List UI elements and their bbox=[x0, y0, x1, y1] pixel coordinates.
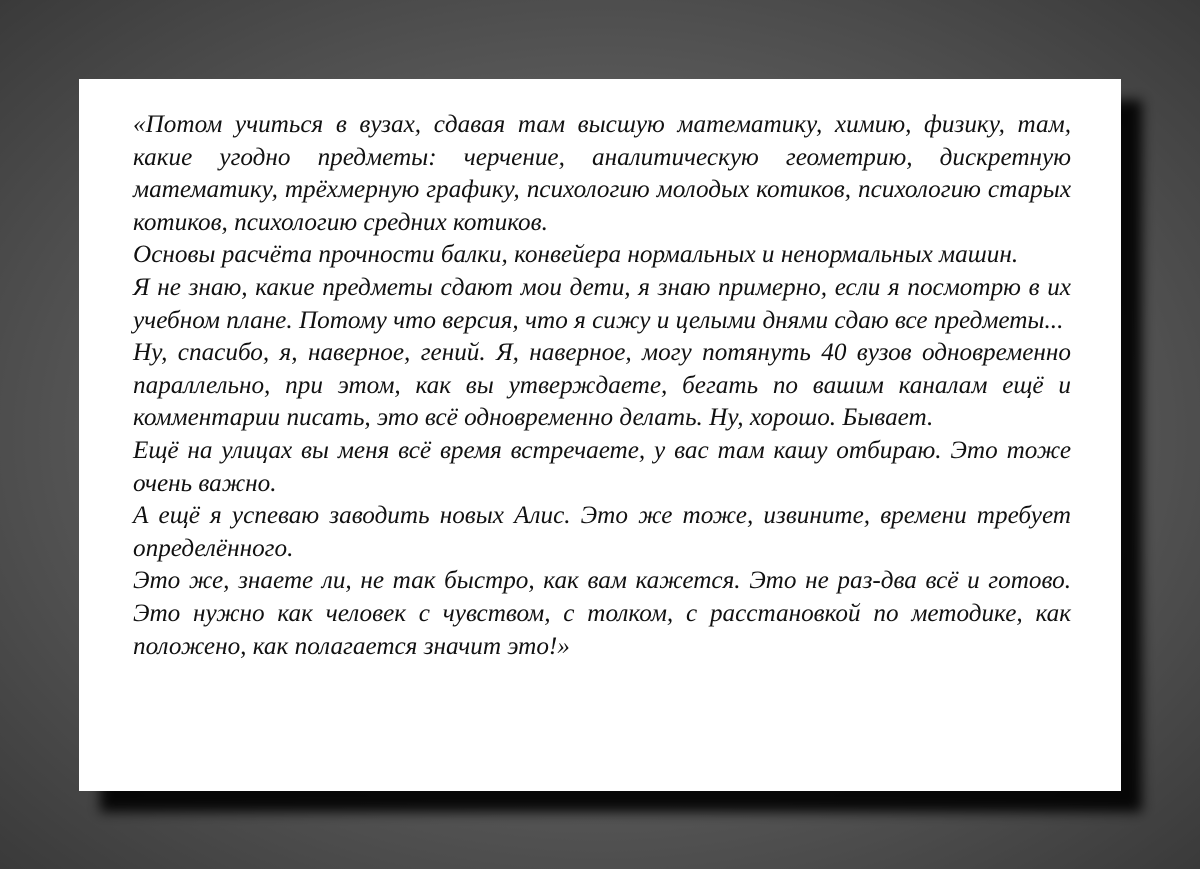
paragraph: А ещё я успеваю заводить новых Алис. Это же тоже, извините, времени требует определённого. bbox=[133, 502, 1071, 562]
quote-text bbox=[133, 109, 1071, 663]
paragraph: Я не знаю, какие предметы сдают мои дети, я знаю примерно, если я посмотрю в их учебном плане. Потому что версия, что я сижу и целыми днями сдаю все предметы... bbox=[133, 273, 1071, 334]
document-page bbox=[79, 79, 1121, 791]
paragraph: Ну, спасибо, я, наверное, гений. Я, наверное, могу потянуть 40 вузов одновременно параллельно, при этом, как вы утверждаете, бегать по вашим каналам ещё и комментарии писать, это всё одновременно делать. Ну, хорошо. Бывает. bbox=[133, 339, 1071, 432]
paragraph: Основы расчёта прочности балки, конвейера нормальных и ненормальных машин. bbox=[133, 241, 1019, 269]
paragraph: Ещё на улицах вы меня всё время встречаете, у вас там кашу отбираю. Это тоже очень важно. bbox=[133, 436, 1071, 497]
paragraph: «Потом учиться в вузах, сдавая там высшую математику, химию, физику, там, какие угодно предметы: черчение, аналитическую геометрию, дискретную математику, трёхмерную графику, психологию молодых котиков, психологию старых котиков, психологию средних котиков. bbox=[133, 111, 1071, 236]
paragraph: Это же, знаете ли, не так быстро, как вам кажется. Это не раз-два всё и готово. Это нужно как человек с чувством, с толком, с расстановкой по методике, как положено, как полагается значит это!» bbox=[133, 567, 1071, 660]
